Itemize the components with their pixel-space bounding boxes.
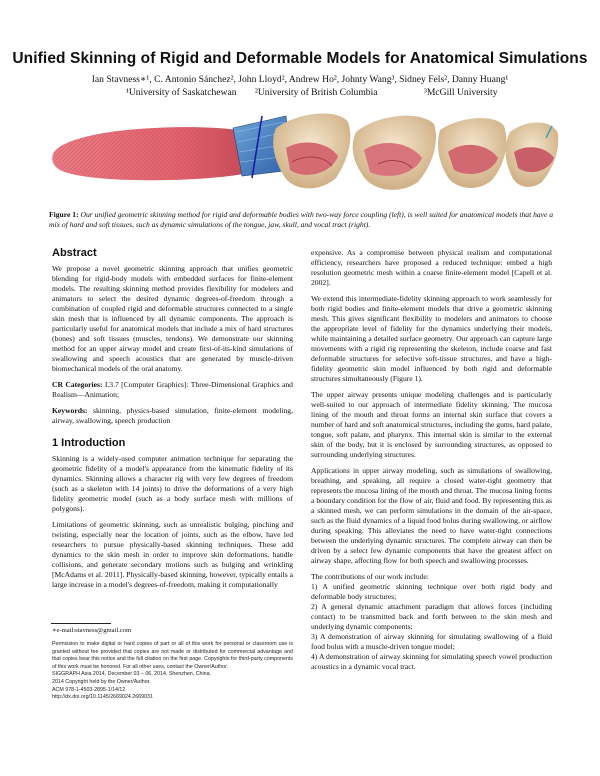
keywords-text: skinning, physics-based simulation, finite-element modeling, airway, swallowing, speech production bbox=[52, 406, 293, 425]
keywords-label: Keywords: bbox=[52, 406, 88, 415]
permission-text: Permission to make digital or hard copies of part or all of this work for personal or classroom use is granted without fee provided that copies are not made or distributed for commercial advantage and that copies bear this notice and the full citation on the first page. Copyrights for third-party components of this work must be honored. For all other uses, contact the Owner/Author. bbox=[52, 641, 293, 670]
caption-text: Our unified geometric skinning method for rigid and deformable bodies with two-way force coupling (left), is well suited for anatomical models that have a mix of hard and soft tissues, such as dynamic simulations of the tongue, jaw, skull, and vocal tract (right). bbox=[49, 210, 554, 229]
cr-label: CR Categories: bbox=[52, 380, 103, 389]
permission-block bbox=[52, 641, 293, 702]
anatomy-render-1 bbox=[273, 113, 350, 188]
author-list: Ian Stavness∗¹, C. Antonio Sánchez², John Lloyd², Andrew Ho², Johnty Wang³, Sidney Fels², Danny Huang¹ bbox=[91, 74, 509, 85]
contribution-item: 3) A demonstration of airway skinning for simulating swallowing of a fluid food bolus with a muscle-driven tongue model; bbox=[311, 632, 552, 651]
right-paragraph-2: We extend this intermediate-fidelity skinning approach to work seamlessly for both rigid bodies and finite-element models that drive a geometric skinning mesh. This gives significant flexibility to modelers and animators to choose the appropriate level of fidelity for the dynamics underlying their models, while maintaining a detailed surface geometry. Our approach can capture large movements with a rigid rig representing the skeleton, include coarse and fast deformable structures for selective soft-tissue structures, and have a high-fidelity geometric skin model influenced by both rigid and deformable structures simultaneously (Figure 1). bbox=[311, 294, 552, 383]
contribution-item: 4) A demonstration of airway skinning for simulating speech vowel production acoustics in a dynamic vocal tract. bbox=[311, 652, 552, 671]
intro-paragraph-1: Skinning is a widely-used computer animation technique for separating the geometric fidelity of a model's appearance from the kinematic fidelity of its dynamics. Skinning allows a character rig with very few degrees of freedom (such as a skeleton with 14 joints) to drive the deformations of a very high fidelity geometric model (such as a body surface mesh with millions of polygons). bbox=[52, 454, 293, 513]
contributions-intro: The contributions of our work include: bbox=[311, 572, 429, 581]
copyright: 2014 Copyright held by the Owner/Author. bbox=[52, 678, 151, 685]
anatomy-render-2 bbox=[353, 116, 436, 190]
venue: SIGGRAPH Asia 2014, December 03 – 06, 2014, Shenzhen, China. bbox=[52, 671, 212, 678]
skinning-demo-image bbox=[52, 116, 292, 180]
isbn: ACM 978-1-4503-2895-1/14/12 bbox=[52, 686, 126, 693]
figure-1 bbox=[48, 108, 560, 198]
cr-text: I.3.7 [Computer Graphics]: Three-Dimensional Graphics and Realism—Animation; bbox=[52, 380, 293, 399]
right-paragraph-3: The upper airway presents unique modeling challenges and is particularly well-suited to our approach of intermediate fidelity skinning. The mucosa lining of the mouth and throat forms an internal skin surface that covers a number of hard and soft anatomical structures, including the gums, hard palate, tongue, soft palate, and pharynx. This internal skin is similar to the external skin of the body, but it is enclosed by surrounding structures, as opposed to surrounding underlying structures. bbox=[311, 390, 552, 459]
abstract-heading: Abstract bbox=[52, 247, 97, 259]
anatomy-render-3 bbox=[438, 118, 506, 188]
author-email-footnote: ∗e-mail:stavness@gmail.com bbox=[52, 627, 132, 634]
intro-heading: 1 Introduction bbox=[52, 437, 126, 449]
right-paragraph-1: expensive. As a compromise between physical realism and computational efficiency, researchers have proposed a reduced technique: embed a high resolution geometric mesh within a coarse finite-element model [Capell et al. 2002]. bbox=[311, 248, 552, 287]
abstract-text: We propose a novel geometric skinning approach that unifies geometric blending for rigid-body models with embedded surfaces for finite-element models. The resulting skinning method provides flexibility for modelers and animators to select the desired dynamic degrees-of-freedom through a combination of coupled rigid and deformable structures connected to a single skin mesh that is influenced by all dynamic components. The approach is particularly useful for anatomical models that include a mix of hard structures (bones) and soft tissues (muscles, tendons). We demonstrate our skinning method for an upper airway model and create first-of-its-kind simulations of swallowing and speech acoustics that are generated by muscle-driven biomechanical models of the oral anatomy. bbox=[52, 264, 293, 373]
left-column bbox=[52, 248, 293, 596]
affiliation-3: ³McGill University bbox=[424, 87, 498, 98]
affiliation-2: ²University of British Columbia bbox=[255, 87, 378, 98]
right-column bbox=[311, 248, 552, 672]
cr-categories bbox=[52, 380, 293, 400]
anatomy-render-4 bbox=[506, 122, 559, 187]
caption-label: Figure 1: bbox=[49, 210, 79, 219]
contributions-list bbox=[311, 572, 552, 672]
intro-paragraph-2: Limitations of geometric skinning, such as unrealistic bulging, pinching and twisting, especially near the location of joints, such as the elbow, have led researchers to pursue physically-based skinning techniques. These add dynamics to the skin mesh in order to improve skin deformations, handle collisions, and generate secondary motions such as bulging and wrinkling [McAdams et al. 2011]. Physically-based skinning, however, typically entails a large increase in a model's degrees-of-freedom, making it computationally bbox=[52, 520, 293, 589]
figure-caption bbox=[49, 210, 560, 230]
footnote-divider bbox=[51, 623, 111, 624]
contribution-item: 1) A unified geometric skinning technique over both rigid body and deformable body structures; bbox=[311, 582, 552, 601]
paper-title: Unified Skinning of Rigid and Deformable Models for Anatomical Simulations bbox=[12, 50, 588, 67]
keywords bbox=[52, 406, 293, 426]
doi-link[interactable]: http://dx.doi.org/10.1145/2669024.2669031 bbox=[52, 694, 153, 701]
right-paragraph-4: Applications in upper airway modeling, such as simulations of swallowing, breathing, and speaking, all require a closed water-tight geometry that represents the mucosa lining of the mouth and throat. The mucosa lining forms a boundary condition for the flow of air, fluid and food. By representing this as a skinned mesh, we can perform simulations in the domain of the air-space, such as the fluid dynamics of a liquid food bolus during swallowing, or airflow during speaking. This alleviates the need to have water-tight connections between the underlying dynamic structures. The complete airway can then be driven by a select few dynamic components that have the greatest affect on airway shape, affecting flow for both speech and swallowing processes. bbox=[311, 466, 552, 565]
affiliation-1: ¹University of Saskatchewan bbox=[126, 87, 237, 98]
contribution-item: 2) A general dynamic attachment paradigm that allows forces (including contact) to be transmitted back and forth between to the skin mesh and underlying dynamic components; bbox=[311, 602, 552, 631]
